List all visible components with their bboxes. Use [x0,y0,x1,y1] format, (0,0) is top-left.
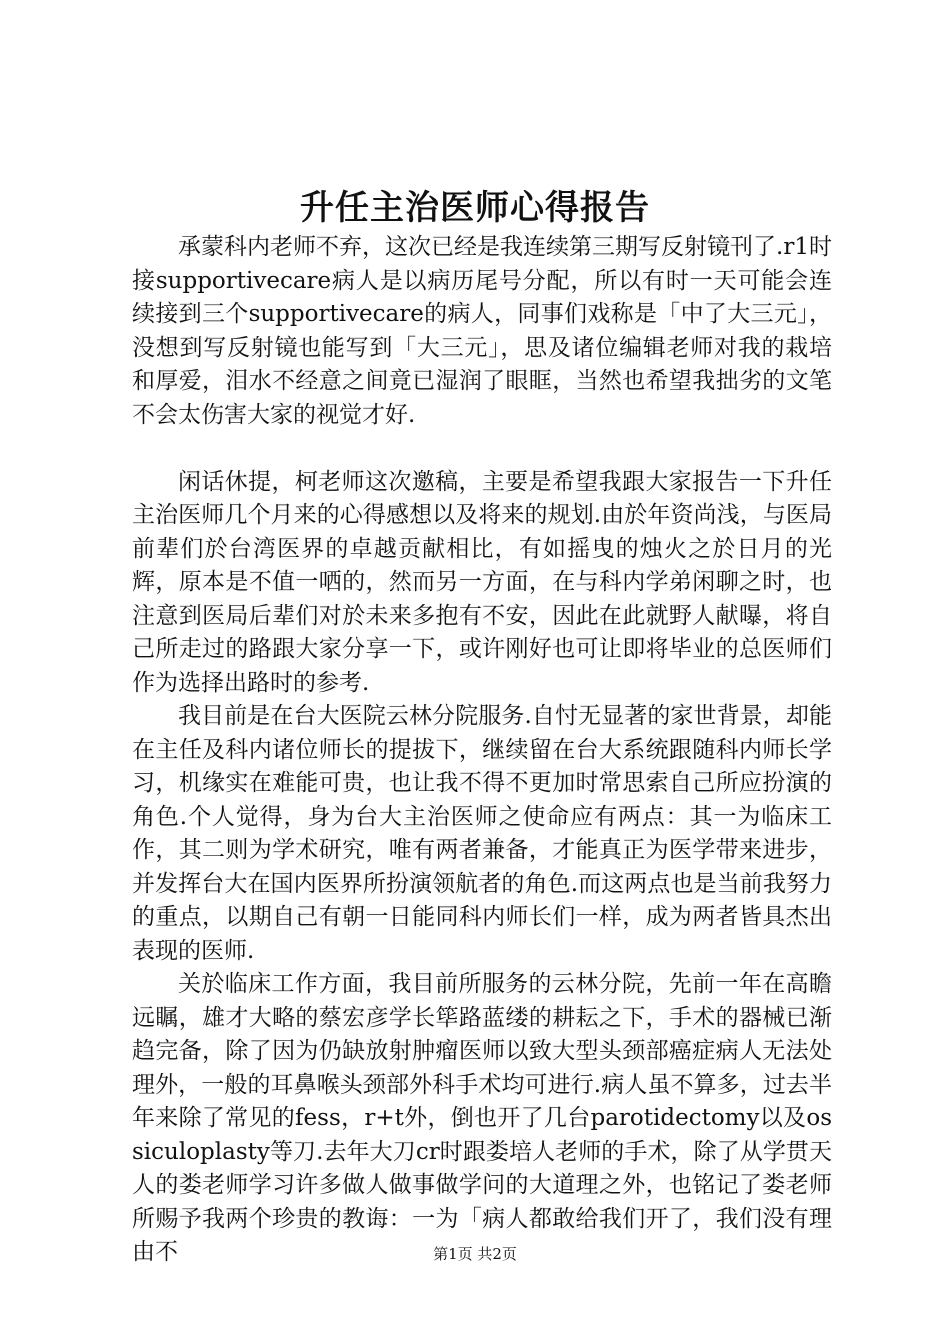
paragraph: 承蒙科内老师不弃，这次已经是我连续第三期写反射镜刊了.r1时接supportivecare病人是以病历尾号分配，所以有时一天可能会连续接到三个supportivecare的病人，同事们戏称是「中了大三元」，没想到写反射镜也能写到「大三元」，思及诸位编辑老师对我的栽培和厚爱，泪水不经意之间竟已湿润了眼眶，当然也希望我拙劣的文笔不会太伤害大家的视觉才好. [132,234,832,428]
page-footer: 第1页 共2页 [433,1245,517,1263]
document-body [132,231,832,1270]
document-title: 升任主治医师心得报告 [300,188,650,228]
paragraph: 闲话休提，柯老师这次邀稿，主要是希望我跟大家报告一下升任主治医师几个月来的心得感想以及将来的规划.由於年资尚浅，与医局前辈们於台湾医界的卓越贡献相比，有如摇曳的烛火之於日月的光辉，原本是不值一哂的，然而另一方面，在与科内学弟闲聊之时，也注意到医局后辈们对於未来多抱有不安，因此在此就野人献曝，将自己所走过的路跟大家分享一下，或许刚好也可让即将毕业的总医师们作为选择出路时的参考. [132,468,832,696]
paragraph: 我目前是在台大医院云林分院服务.自忖无显著的家世背景，却能在主任及科内诸位师长的提拔下，继续留在台大系统跟随科内师长学习，机缘实在难能可贵，也让我不得不更加时常思索自己所应扮演的角色.个人觉得，身为台大主治医师之使命应有两点：其一为临床工作，其二则为学术研究，唯有两者兼备，才能真正为医学带来进步，并发挥台大在国内医界所扮演领航者的角色.而这两点也是当前我努力的重点，以期自己有朝一日能同科内师长们一样，成为两者皆具杰出表现的医师. [132,703,832,964]
paragraph: 关於临床工作方面，我目前所服务的云林分院，先前一年在高瞻远瞩，雄才大略的蔡宏彦学长筚路蓝缕的耕耘之下，手术的器械已渐趋完备，除了因为仍缺放射肿瘤医师以致大型头颈部癌症病人无法处理外，一般的耳鼻喉头颈部外科手术均可进行.病人虽不算多，过去半年来除了常见的fess，r+t外，倒也开了几台parotidectomy以及ossiculoplasty等刀.去年大刀cr时跟娄培人老师的手术，除了从学贯天人的娄老师学习许多做人做事做学问的大道理之外，也铭记了娄老师所赐予我两个珍贵的教诲：一为「病人都敢给我们开了，我们没有理由不 [132,971,832,1265]
